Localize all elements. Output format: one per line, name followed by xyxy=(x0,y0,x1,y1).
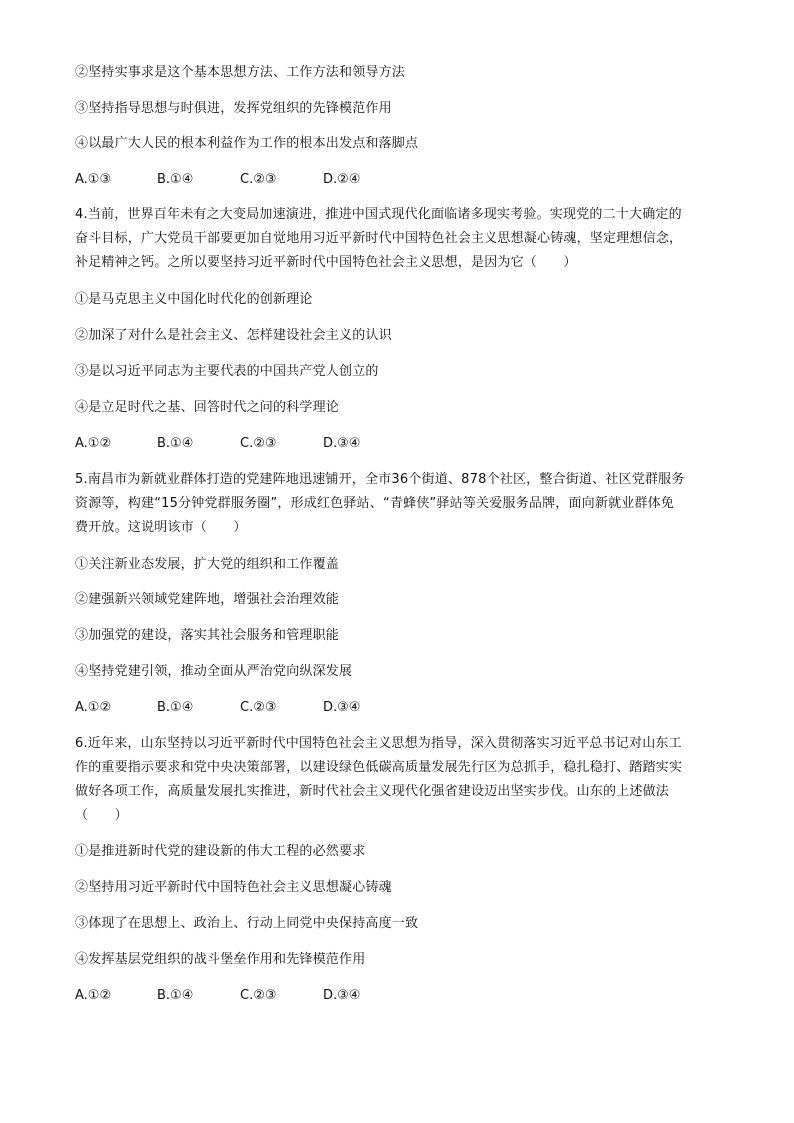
q4-option-b: B.①④ xyxy=(157,436,194,451)
q4-option-a: A.①② xyxy=(75,436,112,451)
q5-option-c: C.②③ xyxy=(240,700,277,715)
q5-option-b: B.①④ xyxy=(157,700,194,715)
q6-item-3: ③体现了在思想上、政治上、行动上同党中央保持高度一致 xyxy=(75,916,419,931)
q4-item-3: ③是以习近平同志为主要代表的中国共产党人创立的 xyxy=(75,364,379,379)
q6-option-d: D.③④ xyxy=(323,988,361,1003)
q6-stem-line-2: 作的重要指示要求和党中央决策部署，以建设绿色低碳高质量发展先行区为总抓手，稳扎稳打、踏踏实实 xyxy=(75,760,683,775)
q6-stem-line-3: 做好各项工作，高质量发展扎实推进，新时代社会主义现代化强省建设迈出坚实步伐。山东的上述做法 xyxy=(75,784,670,799)
q3-option-c: C.②③ xyxy=(240,172,277,187)
q4-stem-line-1: 4.当前，世界百年未有之大变局加速演进，推进中国式现代化面临诸多现实考验。实现党的二十大确定的 xyxy=(75,207,682,222)
q4-stem-line-3: 补足精神之钙。之所以要坚持习近平新时代中国特色社会主义思想，是因为它（ ） xyxy=(75,255,577,270)
q5-item-2: ②建强新兴领域党建阵地，增强社会治理效能 xyxy=(75,592,340,607)
q6-option-b: B.①④ xyxy=(157,988,194,1003)
q5-stem-line-1: 5.南昌市为新就业群体打造的党建阵地迅速铺开，全市36个街道、878个社区，整合街道、社区党群服务 xyxy=(75,472,685,487)
q6-stem-line-1: 6.近年来，山东坚持以习近平新时代中国特色社会主义思想为指导，深入贯彻落实习近平总书记对山东工 xyxy=(75,736,682,751)
q3-item-3: ③坚持指导思想与时俱进，发挥党组织的先锋模范作用 xyxy=(75,101,392,116)
q5-option-d: D.③④ xyxy=(323,700,361,715)
q4-option-c: C.②③ xyxy=(240,436,277,451)
q4-item-4: ④是立足时代之基、回答时代之问的科学理论 xyxy=(75,400,340,415)
q5-item-1: ①关注新业态发展，扩大党的组织和工作覆盖 xyxy=(75,557,340,572)
q4-stem-line-2: 奋斗目标，广大党员干部要更加自觉地用习近平新时代中国特色社会主义思想凝心铸魂，坚定理想信念， xyxy=(75,231,683,246)
q6-item-1: ①是推进新时代党的建设新的伟大工程的必然要求 xyxy=(75,844,366,859)
q3-item-4: ④以最广大人民的根本利益作为工作的根本出发点和落脚点 xyxy=(75,136,419,151)
q5-stem-line-2: 资源等，构建“15分钟党群服务圈”，形成红色驿站、“青蜂侠”驿站等关爱服务品牌，面向新就业群体免 xyxy=(75,496,675,511)
q6-option-a: A.①② xyxy=(75,988,112,1003)
q6-item-4: ④发挥基层党组织的战斗堡垒作用和先锋模范作用 xyxy=(75,952,366,967)
q6-item-2: ②坚持用习近平新时代中国特色社会主义思想凝心铸魂 xyxy=(75,880,392,895)
q5-item-3: ③加强党的建设，落实其社会服务和管理职能 xyxy=(75,628,340,643)
q5-option-a: A.①② xyxy=(75,700,112,715)
q4-item-2: ②加深了对什么是社会主义、怎样建设社会主义的认识 xyxy=(75,328,392,343)
q3-item-2: ②坚持实事求是这个基本思想方法、工作方法和领导方法 xyxy=(75,65,406,80)
q4-option-d: D.③④ xyxy=(323,436,361,451)
q3-option-b: B.①④ xyxy=(157,172,194,187)
q3-option-d: D.②④ xyxy=(323,172,361,187)
q5-item-4: ④坚持党建引领，推动全面从严治党向纵深发展 xyxy=(75,664,353,679)
q6-stem-line-4: （ ） xyxy=(75,808,128,823)
q3-option-a: A.①③ xyxy=(75,172,112,187)
q6-option-c: C.②③ xyxy=(240,988,277,1003)
q5-stem-line-3: 费开放。这说明该市（ ） xyxy=(75,520,247,535)
q4-item-1: ①是马克思主义中国化时代化的创新理论 xyxy=(75,292,313,307)
